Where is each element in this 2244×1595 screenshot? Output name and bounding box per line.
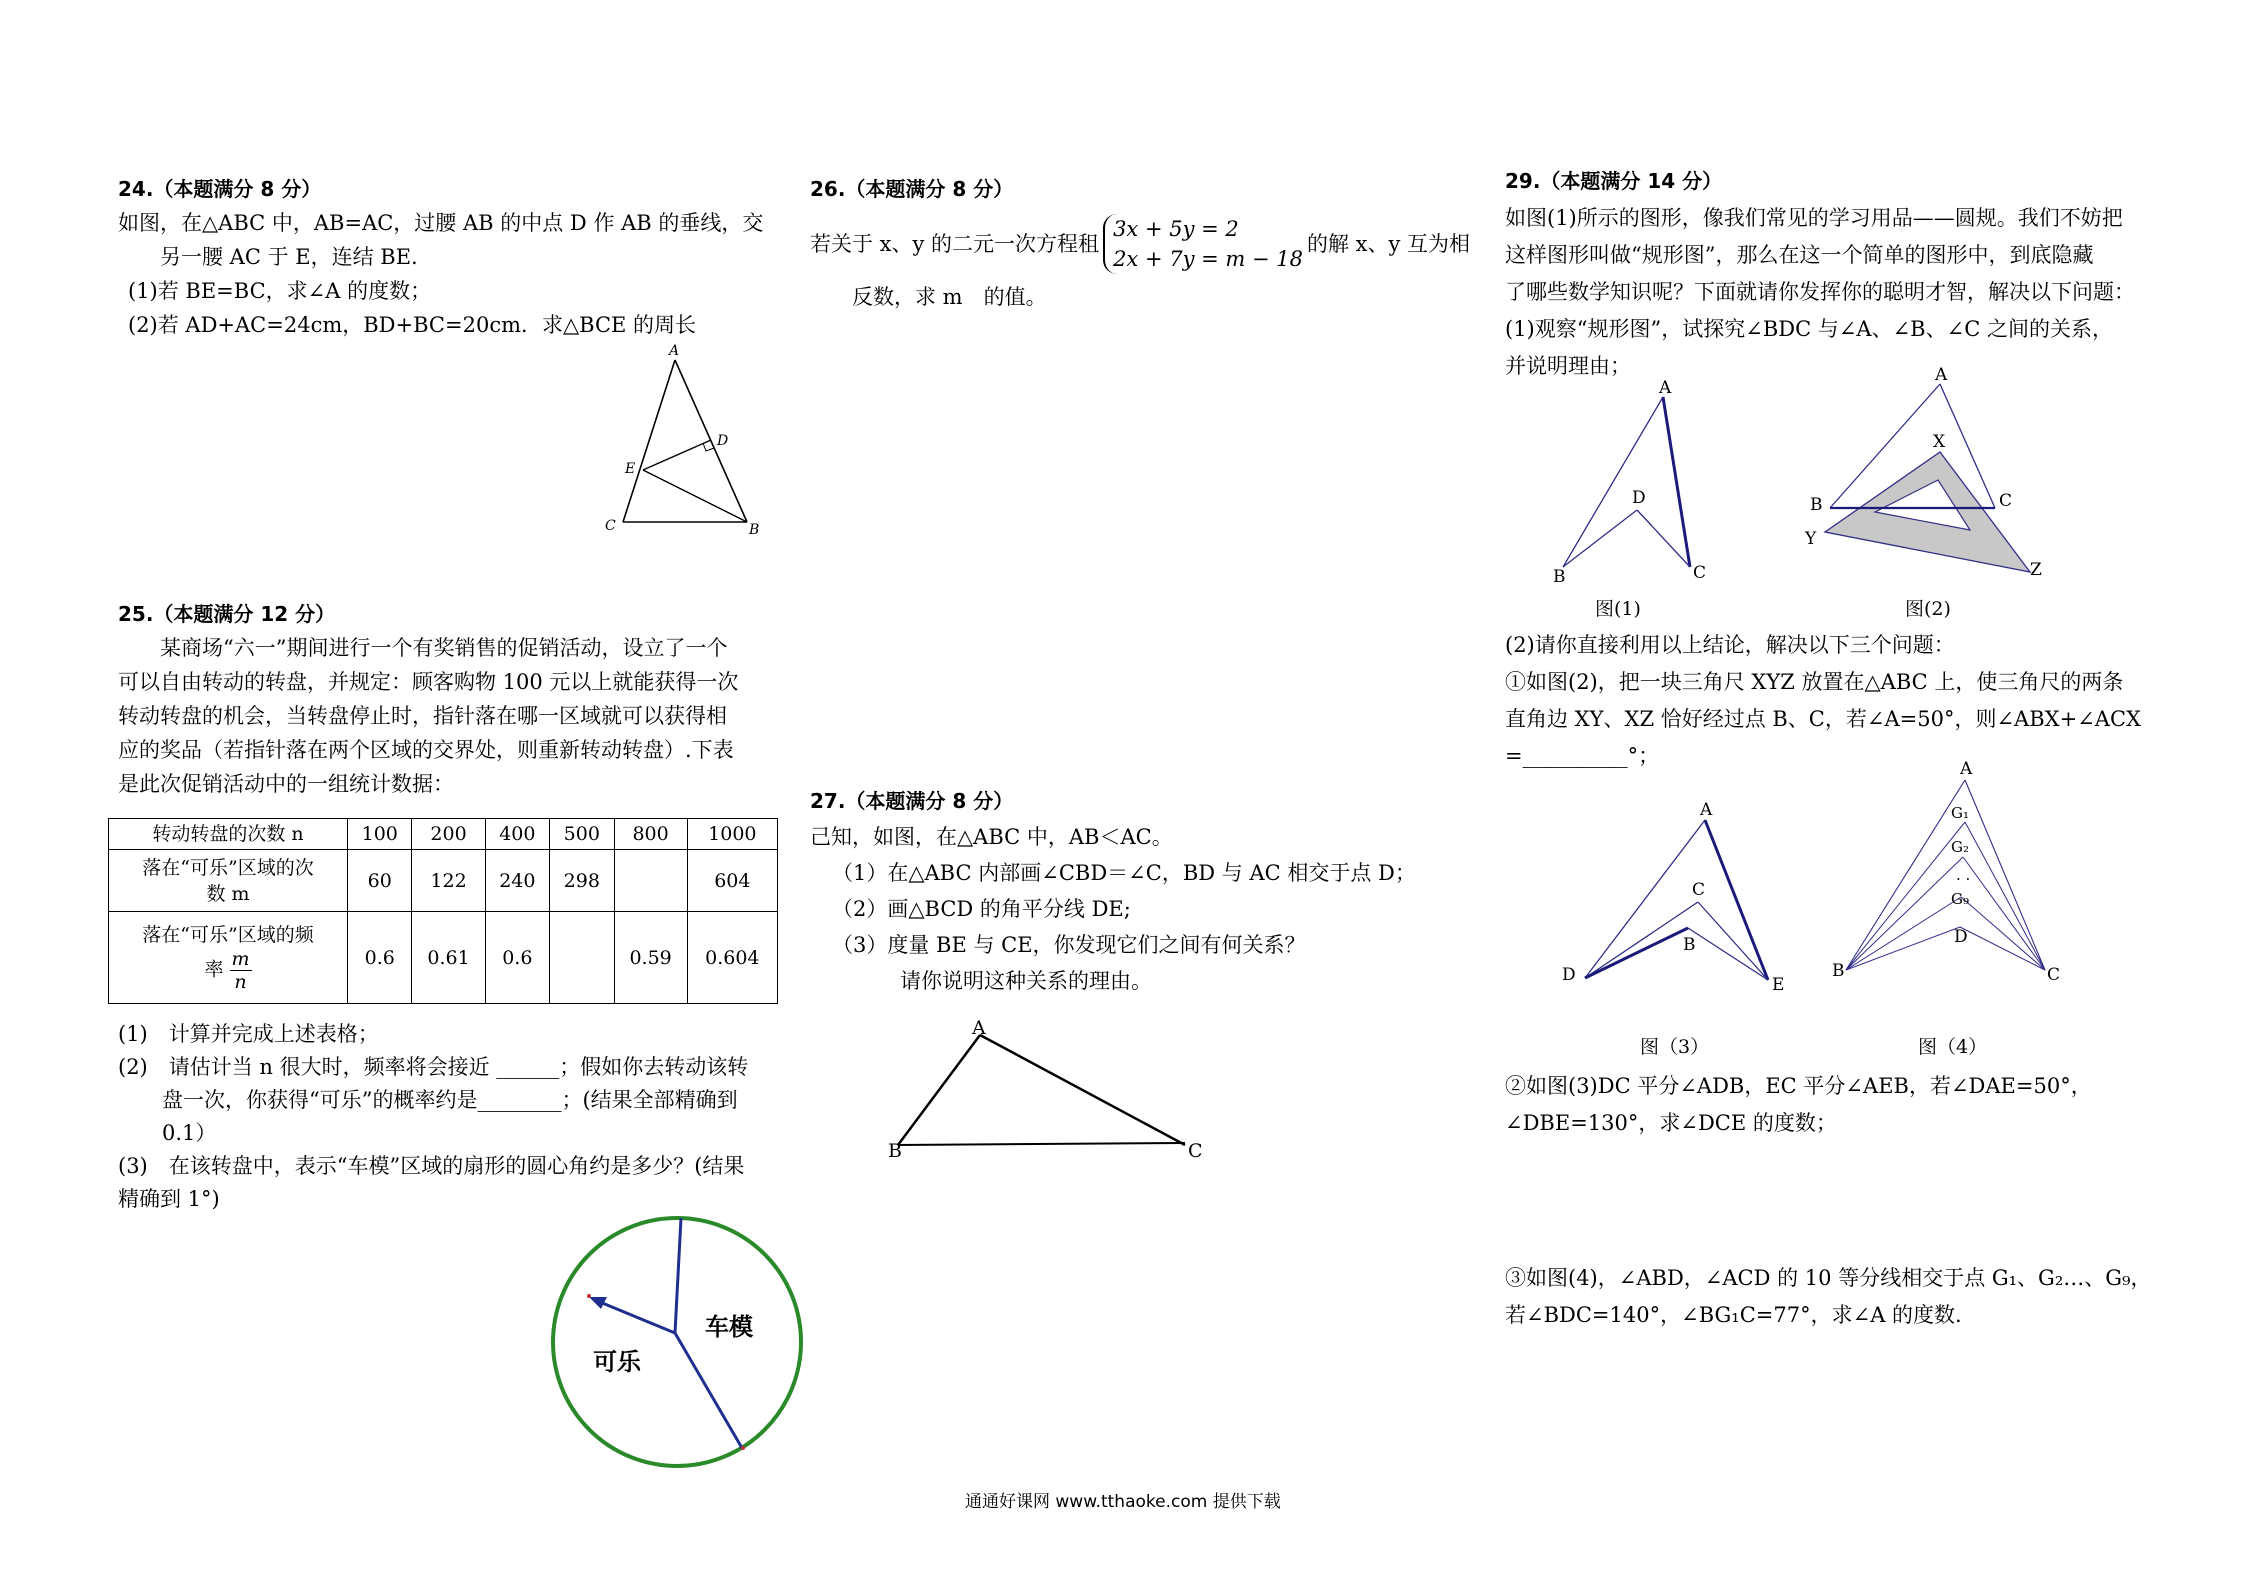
q25-sub2c: 0.1） [162,1121,217,1145]
q24-figure [595,340,770,540]
table-cell: 60 [348,850,412,912]
q25-para1: 某商场“六一”期间进行一个有奖销售的促销活动，设立了一个 [160,636,728,660]
q24-part1: (1)若 BE=BC，求∠A 的度数； [128,279,432,303]
q27-figure [880,1015,1210,1165]
q26-equation-line [810,214,1480,274]
q25-row2-header-a: 落在“可乐”区域的次 [142,856,314,879]
fig4-caption: 图（4） [1918,1036,1988,1058]
q25-para3: 转动转盘的机会，当转盘停止时，指针落在哪一区域就可以获得相 [118,704,727,728]
table-cell: 298 [550,850,614,912]
fig1-label-b: B [1553,567,1566,585]
q26-post: 的解 x、y 互为相 [1306,232,1471,256]
q27-label-c: C [1188,1140,1203,1162]
q27-line1: 己知，如图，在△ABC 中，AB＜AC。 [810,825,1173,849]
q25-subquestions [118,1018,783,1216]
table-cell: 500 [550,819,614,850]
q27-label-a: A [972,1017,986,1039]
footer-credit: 通通好课网 www.tthaoke.com 提供下载 [965,1492,1281,1512]
spinner-label-cola: 可乐 [593,1347,641,1376]
table-row [109,850,778,912]
q29-p6: (2)请你直接利用以上结论，解决以下三个问题： [1505,633,1955,657]
table-cell: 400 [485,819,549,850]
q25-sub1: (1) 计算并完成上述表格； [118,1022,379,1046]
q26-pre: 若关于 x、y 的二元一次方程租 [810,232,1100,256]
q27-l5: 请你说明这种关系的理由。 [900,969,1152,993]
fig1-label-a: A [1659,378,1672,398]
table-cell: 604 [687,850,777,912]
q26-line2: 反数，求 m 的值。 [852,285,1047,309]
fig2-label-z: Z [2030,560,2042,580]
q29-c1a: ①如图(2)，把一块三角尺 XYZ 放置在△ABC 上，使三角尺的两条 [1505,670,2124,694]
q29-p1: 如图(1)所示的图形，像我们常见的学习用品——圆规。我们不妨把 [1505,206,2123,230]
q29-p2: 这样图形叫做“规形图”，那么在这一个简单的图形中，到底隐藏 [1505,243,2094,267]
table-cell: 1000 [687,819,777,850]
q29-title: 29.（本题满分 14 分） [1505,169,1723,193]
fig1-caption: 图(1) [1595,598,1641,620]
q24-line2: 另一腰 AC 于 E，连结 BE. [160,245,418,269]
q26-eq2: 2x + 7y = m − 18 [1113,247,1303,271]
fig2-label-y: Y [1805,529,1817,549]
q29-p5: 并说明理由； [1505,354,1631,378]
q27-title: 27.（本题满分 8 分） [810,789,1014,813]
q29-c3b: 若∠BDC=140°，∠BG₁C=77°，求∠A 的度数. [1505,1303,1962,1327]
table-cell: 0.6 [485,912,549,1004]
q29-part2-3 [1505,1260,2165,1334]
q24-label-b: B [749,522,760,538]
equation-system [1103,214,1303,274]
question-25 [118,597,778,801]
q25-title: 25.（本题满分 12 分） [118,602,336,626]
fig4-label-g1: G₁ [1951,804,1969,822]
q26-eq1: 3x + 5y = 2 [1113,217,1239,241]
q29-c1c: =__________°； [1505,744,1660,768]
q25-para4: 应的奖品（若指针落在两个区域的交界处，则重新转动转盘）.下表 [118,738,734,762]
table-cell: 100 [348,819,412,850]
fig3-label-a: A [1700,800,1713,820]
fig3-caption: 图（3） [1640,1036,1710,1058]
table-cell: 240 [485,850,549,912]
fig4-label-b: B [1832,961,1845,981]
q25-row3-header-b: 率 [204,958,224,981]
q24-label-a: A [669,343,680,359]
table-cell: 122 [412,850,485,912]
table-cell: 0.604 [687,912,777,1004]
q25-row2-header-b: 数 m [206,882,250,905]
fig4-label-g2: G₂ [1951,838,1969,856]
q24-label-c: C [605,518,616,534]
q24-label-e: E [625,461,636,477]
fig4-label-d: D [1954,927,1968,947]
fig2-label-a: A [1935,365,1948,385]
q25-spinner [545,1215,810,1470]
q29-c2b: ∠DBE=130°，求∠DCE 的度数； [1505,1111,1837,1135]
q25-para2: 可以自由转动的转盘，并规定：顾客购物 100 元以上就能获得一次 [118,670,739,694]
q25-sub3a: (3) 在该转盘中，表示“车模”区域的扇形的圆心角约是多少？(结果 [118,1154,745,1178]
q24-title: 24.（本题满分 8 分） [118,177,322,201]
q29-figure-1 [1545,375,1720,585]
q24-label-d: D [717,433,729,449]
q26-title: 26.（本题满分 8 分） [810,177,1014,201]
q29-figure-2 [1795,362,2050,587]
q25-sub2a: (2) 请估计当 n 很大时，频率将会接近 ______；假如你去转动该转 [118,1055,749,1079]
fig2-label-c: C [1999,491,2013,511]
q29-p4: (1)观察“规形图”，试探究∠BDC 与∠A、∠B、∠C 之间的关系， [1505,317,2113,341]
fig1-label-c: C [1693,563,1707,583]
fig3-label-d: D [1562,965,1576,985]
question-26 [810,172,1480,314]
fig2-label-b: B [1810,495,1823,515]
q25-stats-table [108,818,778,1004]
fig2-caption: 图(2) [1905,598,1951,620]
question-29 [1505,163,2155,385]
fig3-label-b: B [1683,935,1696,955]
table-row [109,819,778,850]
spinner-label-car: 车模 [705,1312,753,1341]
q29-c2a: ②如图(3)DC 平分∠ADB，EC 平分∠AEB，若∠DAE=50°， [1505,1074,2092,1098]
table-cell: 转动转盘的次数 n [109,819,348,850]
table-cell: 0.6 [348,912,412,1004]
q29-figure-4 [1820,752,2060,992]
q27-l2: （1）在△ABC 内部画∠CBD＝∠C，BD 与 AC 相交于点 D； [832,861,1416,885]
fig4-label-a: A [1960,759,1973,779]
table-cell: 200 [412,819,485,850]
table-cell: 0.59 [614,912,687,1004]
fig3-label-e: E [1772,975,1785,995]
q29-c3a: ③如图(4)，∠ABD，∠ACD 的 10 等分线相交于点 G₁、G₂…、G₉， [1505,1266,2152,1290]
table-cell [109,850,348,912]
q27-l3: （2）画△BCD 的角平分线 DE; [832,897,1131,921]
table-cell: 0.61 [412,912,485,1004]
fraction-m-over-n: $\frac{m}{n}$ [231,948,250,993]
table-row [109,912,778,1004]
q29-c1b: 直角边 XY、XZ 恰好经过点 B、C，若∠A=50°，则∠ABX+∠ACX [1505,707,2141,731]
question-27 [810,783,1490,999]
q29-part2-2 [1505,1068,2155,1142]
table-cell[interactable] [550,912,614,1004]
q29-figure-3 [1550,790,1805,1000]
fig4-label-c: C [2047,965,2060,985]
table-cell: 800 [614,819,687,850]
q25-sub3b: 精确到 1°) [118,1187,220,1211]
fig4-label-g9: G₉ [1951,890,1969,908]
q25-row3-header-a: 落在“可乐”区域的频 [142,924,314,946]
fig1-label-d: D [1632,488,1646,508]
fig2-label-x: X [1933,432,1946,452]
q24-part2: (2)若 AD+AC=24cm，BD+BC=20cm．求△BCE 的周长 [128,313,697,337]
fig4-label-dots: · · [1956,870,1971,888]
q29-p3: 了哪些数学知识呢？下面就请你发挥你的聪明才智，解决以下问题： [1505,280,2135,304]
q27-l4: （3）度量 BE 与 CE，你发现它们之间有何关系？ [832,933,1306,957]
q27-label-b: B [888,1140,902,1162]
question-24 [118,172,778,342]
q25-para5: 是此次促销活动中的一组统计数据： [118,772,454,796]
q25-sub2b: 盘一次，你获得“可乐”的概率约是________；(结果全部精确到 [162,1088,738,1112]
q24-line1: 如图，在△ABC 中，AB=AC，过腰 AB 的中点 D 作 AB 的垂线，交 [118,211,764,235]
table-cell [109,912,348,1004]
table-cell[interactable] [614,850,687,912]
fig3-label-c: C [1692,880,1706,900]
